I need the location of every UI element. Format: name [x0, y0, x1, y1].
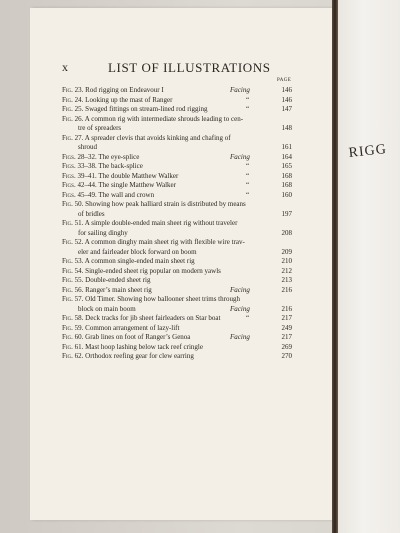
- list-item: [62, 134, 292, 153]
- figure-caption: Double-ended sheet rig: [85, 276, 151, 284]
- list-item: [62, 333, 292, 343]
- entry-first-line: [62, 86, 292, 96]
- figure-label: Fig. 25.: [62, 105, 84, 113]
- entry-first-line: [62, 134, 292, 144]
- page-reference: 164: [281, 152, 292, 161]
- list-item: [62, 352, 292, 362]
- figure-caption: The single Matthew Walker: [98, 181, 176, 189]
- figure-label: Fig. 59.: [62, 323, 84, 332]
- figure-label: Fig. 57.: [62, 295, 84, 303]
- figure-label: Fig. 27.: [62, 133, 84, 142]
- list-item: [62, 200, 292, 219]
- entry-first-line: [62, 105, 292, 115]
- figure-label: Fig. 26.: [62, 114, 84, 123]
- page-reference: 168: [281, 171, 292, 180]
- figure-label: Fig. 55.: [62, 276, 84, 284]
- page-header: [62, 60, 292, 78]
- entry-first-line: [62, 333, 292, 343]
- figure-caption: Rod rigging on Endeavour I: [85, 86, 164, 94]
- list-item: [62, 86, 292, 96]
- entry-first-line: [62, 172, 292, 182]
- list-item: [62, 153, 292, 163]
- figure-caption: The wall and crown: [98, 190, 155, 199]
- figure-label: Fig. 51.: [62, 219, 84, 227]
- figure-caption: tre of spreaders: [78, 124, 122, 132]
- figure-caption: Old Timer. Showing how ballooner sheet trims through: [85, 295, 240, 303]
- figure-caption: Mast hoop lashing below tack reef cringle: [85, 342, 203, 351]
- page-reference: 147: [281, 105, 292, 113]
- figure-caption: The back-splice: [98, 162, 143, 170]
- figure-caption: block on main boom: [78, 304, 136, 313]
- page-reference: 209: [281, 247, 292, 256]
- page-reference: 208: [281, 228, 292, 237]
- figure-caption: Single-ended sheet rig popular on modern yawls: [85, 266, 221, 275]
- list-item: [62, 314, 292, 324]
- figure-label: Figs. 28–32.: [62, 152, 97, 161]
- list-item: [62, 324, 292, 334]
- figure-caption: Deck tracks for jib sheet fairleaders on Star boat: [85, 314, 221, 322]
- list-item: [62, 105, 292, 115]
- entry-continuation-line: [62, 229, 292, 239]
- entry-continuation-line: [62, 124, 292, 134]
- figure-caption: The eye-splice: [98, 152, 140, 161]
- illustration-list: [62, 86, 292, 362]
- figure-label: Fig. 62.: [62, 352, 84, 360]
- facing-marker: Facing: [230, 304, 250, 313]
- entry-first-line: [62, 286, 292, 296]
- figure-caption: eler and fairleader block forward on boom: [78, 247, 197, 256]
- facing-marker: Facing: [230, 86, 250, 94]
- figure-label: Fig. 24.: [62, 95, 84, 104]
- figure-label: Figs. 45–49.: [62, 190, 97, 199]
- facing-marker: Facing: [230, 333, 250, 341]
- right-page-heading-fragment: RIGG: [348, 142, 388, 161]
- entry-first-line: [62, 257, 292, 267]
- entry-first-line: [62, 267, 292, 277]
- figure-caption: A common dinghy main sheet rig with flexible wire trav-: [84, 238, 245, 246]
- figure-caption: Swaged fittings on stream-lined rod rigging: [85, 105, 208, 113]
- page-reference: 217: [281, 333, 292, 341]
- figure-label: Figs. 39–41.: [62, 171, 97, 180]
- page-number: x: [62, 60, 68, 74]
- entry-first-line: [62, 181, 292, 191]
- entry-first-line: [62, 314, 292, 324]
- list-item: [62, 343, 292, 353]
- figure-label: Fig. 23.: [62, 86, 84, 94]
- list-item: [62, 191, 292, 201]
- figure-label: Fig. 56.: [62, 285, 84, 294]
- page-reference: 270: [281, 352, 292, 360]
- entry-continuation-line: [62, 143, 292, 153]
- list-item: [62, 181, 292, 191]
- entry-first-line: [62, 324, 292, 334]
- right-page: [338, 0, 400, 533]
- list-item: [62, 286, 292, 296]
- entry-first-line: [62, 343, 292, 353]
- facing-marker: Facing: [230, 285, 250, 294]
- facing-marker: Facing: [230, 152, 250, 161]
- list-item: [62, 276, 292, 286]
- figure-caption: Showing how peak halliard strain is distributed by means: [85, 200, 246, 208]
- ditto-marker: “: [246, 171, 250, 180]
- page-reference: 197: [281, 209, 292, 218]
- figure-label: Fig. 60.: [62, 333, 84, 341]
- entry-first-line: [62, 200, 292, 210]
- ditto-marker: “: [246, 181, 250, 189]
- page-reference: 249: [281, 323, 292, 332]
- figure-caption: Looking up the mast of Ranger: [85, 95, 173, 104]
- figure-label: Figs. 33–38.: [62, 162, 97, 170]
- page-reference: 216: [281, 285, 292, 294]
- entry-first-line: [62, 276, 292, 286]
- entry-continuation-line: [62, 248, 292, 258]
- figure-label: Fig. 50.: [62, 200, 84, 208]
- figure-caption: of bridles: [78, 209, 105, 218]
- page-reference: 146: [281, 95, 292, 104]
- page-reference: 161: [281, 143, 292, 151]
- figure-caption: shroud: [78, 143, 98, 151]
- entry-first-line: [62, 191, 292, 201]
- page-reference: 210: [281, 257, 292, 265]
- figure-caption: Ranger’s main sheet rig: [85, 285, 152, 294]
- page-reference: 168: [281, 181, 292, 189]
- figure-caption: A common single-ended main sheet rig: [84, 257, 195, 265]
- figure-label: Fig. 53.: [62, 257, 84, 265]
- list-item: [62, 295, 292, 314]
- page-reference: 148: [281, 124, 292, 132]
- page-reference: 165: [281, 162, 292, 170]
- ditto-marker: “: [246, 190, 250, 199]
- entry-first-line: [62, 219, 292, 229]
- entry-continuation-line: [62, 305, 292, 315]
- figure-caption: A spreader clevis that avoids kinking and chafing of: [84, 133, 231, 142]
- ditto-marker: “: [246, 314, 250, 322]
- list-item: [62, 172, 292, 182]
- figure-caption: A simple double-ended main sheet rig without traveler: [84, 219, 238, 227]
- figure-caption: The double Matthew Walker: [98, 171, 179, 180]
- list-item: [62, 115, 292, 134]
- page-reference: 269: [281, 342, 292, 351]
- list-item: [62, 96, 292, 106]
- figure-caption: Common arrangement of lazy-lift: [85, 323, 180, 332]
- figure-caption: Grab lines on foot of Ranger’s Genoa: [85, 333, 191, 341]
- list-item: [62, 267, 292, 277]
- figure-label: Fig. 58.: [62, 314, 84, 322]
- figure-label: Fig. 61.: [62, 342, 84, 351]
- page-column-label: PAGE: [277, 78, 292, 83]
- figure-label: Fig. 52.: [62, 238, 84, 246]
- ditto-marker: “: [246, 105, 250, 113]
- page-reference: 146: [281, 86, 292, 94]
- entry-first-line: [62, 115, 292, 125]
- entry-continuation-line: [62, 210, 292, 220]
- page-reference: 212: [281, 266, 292, 275]
- list-item: [62, 162, 292, 172]
- figure-caption: Orthodox reefing gear for clew earring: [85, 352, 194, 360]
- figure-label: Figs. 42–44.: [62, 181, 97, 189]
- entry-first-line: [62, 238, 292, 248]
- page-reference: 160: [281, 190, 292, 199]
- list-item: [62, 238, 292, 257]
- entry-first-line: [62, 352, 292, 362]
- entry-first-line: [62, 295, 292, 305]
- entry-first-line: [62, 162, 292, 172]
- page-title: LIST OF ILLUSTRATIONS: [108, 60, 271, 75]
- page-reference: 213: [281, 276, 292, 284]
- list-item: [62, 219, 292, 238]
- ditto-marker: “: [246, 95, 250, 104]
- figure-caption: A common rig with intermediate shrouds leading to cen-: [84, 114, 244, 123]
- list-item: [62, 257, 292, 267]
- page-reference: 216: [281, 304, 292, 313]
- entry-first-line: [62, 96, 292, 106]
- page-reference: 217: [281, 314, 292, 322]
- ditto-marker: “: [246, 162, 250, 170]
- figure-label: Fig. 54.: [62, 266, 84, 275]
- figure-caption: for sailing dinghy: [78, 228, 128, 237]
- entry-first-line: [62, 153, 292, 163]
